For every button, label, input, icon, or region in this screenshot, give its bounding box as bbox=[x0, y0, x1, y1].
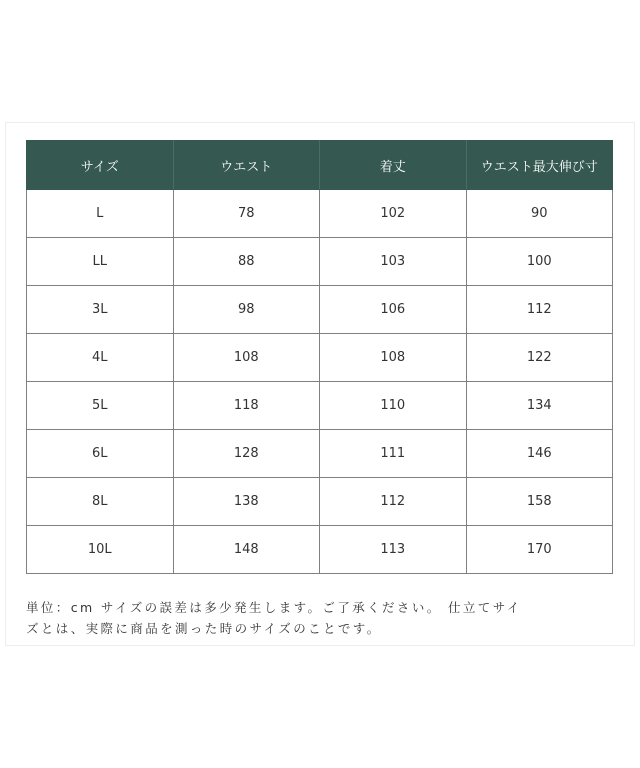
cell-size: LL bbox=[27, 238, 174, 286]
table-row bbox=[27, 526, 613, 574]
cell-length: 106 bbox=[320, 286, 467, 334]
header-row bbox=[27, 141, 613, 190]
cell-size: 8L bbox=[27, 478, 174, 526]
cell-length: 112 bbox=[320, 478, 467, 526]
header-waist-max-stretch: ウエスト最大伸び寸 bbox=[466, 141, 613, 190]
table-row bbox=[27, 334, 613, 382]
cell-length: 110 bbox=[320, 382, 467, 430]
cell-length: 103 bbox=[320, 238, 467, 286]
cell-waist: 148 bbox=[173, 526, 320, 574]
table-row bbox=[27, 286, 613, 334]
cell-waist: 138 bbox=[173, 478, 320, 526]
header-size: サイズ bbox=[27, 141, 174, 190]
cell-waist: 108 bbox=[173, 334, 320, 382]
cell-size: 5L bbox=[27, 382, 174, 430]
cell-waist-max-stretch: 122 bbox=[466, 334, 613, 382]
cell-waist: 78 bbox=[173, 190, 320, 238]
size-note bbox=[26, 597, 626, 639]
table-row bbox=[27, 382, 613, 430]
cell-waist-max-stretch: 170 bbox=[466, 526, 613, 574]
table-body bbox=[27, 190, 613, 574]
cell-waist: 128 bbox=[173, 430, 320, 478]
cell-size: L bbox=[27, 190, 174, 238]
cell-waist-max-stretch: 112 bbox=[466, 286, 613, 334]
cell-size: 3L bbox=[27, 286, 174, 334]
cell-waist-max-stretch: 90 bbox=[466, 190, 613, 238]
cell-length: 113 bbox=[320, 526, 467, 574]
cell-waist-max-stretch: 158 bbox=[466, 478, 613, 526]
header-waist: ウエスト bbox=[173, 141, 320, 190]
cell-waist: 88 bbox=[173, 238, 320, 286]
table-row bbox=[27, 190, 613, 238]
cell-length: 108 bbox=[320, 334, 467, 382]
cell-length: 102 bbox=[320, 190, 467, 238]
cell-size: 6L bbox=[27, 430, 174, 478]
cell-waist: 98 bbox=[173, 286, 320, 334]
cell-size: 4L bbox=[27, 334, 174, 382]
header-length: 着丈 bbox=[320, 141, 467, 190]
cell-waist-max-stretch: 146 bbox=[466, 430, 613, 478]
table-row bbox=[27, 478, 613, 526]
cell-waist: 118 bbox=[173, 382, 320, 430]
size-table bbox=[26, 140, 613, 574]
cell-length: 111 bbox=[320, 430, 467, 478]
note-line-1: 単位：cm サイズの誤差は多少発生します。ご了承ください。 仕立てサイ bbox=[26, 600, 522, 615]
cell-size: 10L bbox=[27, 526, 174, 574]
note-line-2: ズとは、実際に商品を測った時のサイズのことです。 bbox=[26, 621, 382, 636]
cell-waist-max-stretch: 134 bbox=[466, 382, 613, 430]
cell-waist-max-stretch: 100 bbox=[466, 238, 613, 286]
table-header bbox=[27, 141, 613, 190]
table-row bbox=[27, 430, 613, 478]
table-row bbox=[27, 238, 613, 286]
